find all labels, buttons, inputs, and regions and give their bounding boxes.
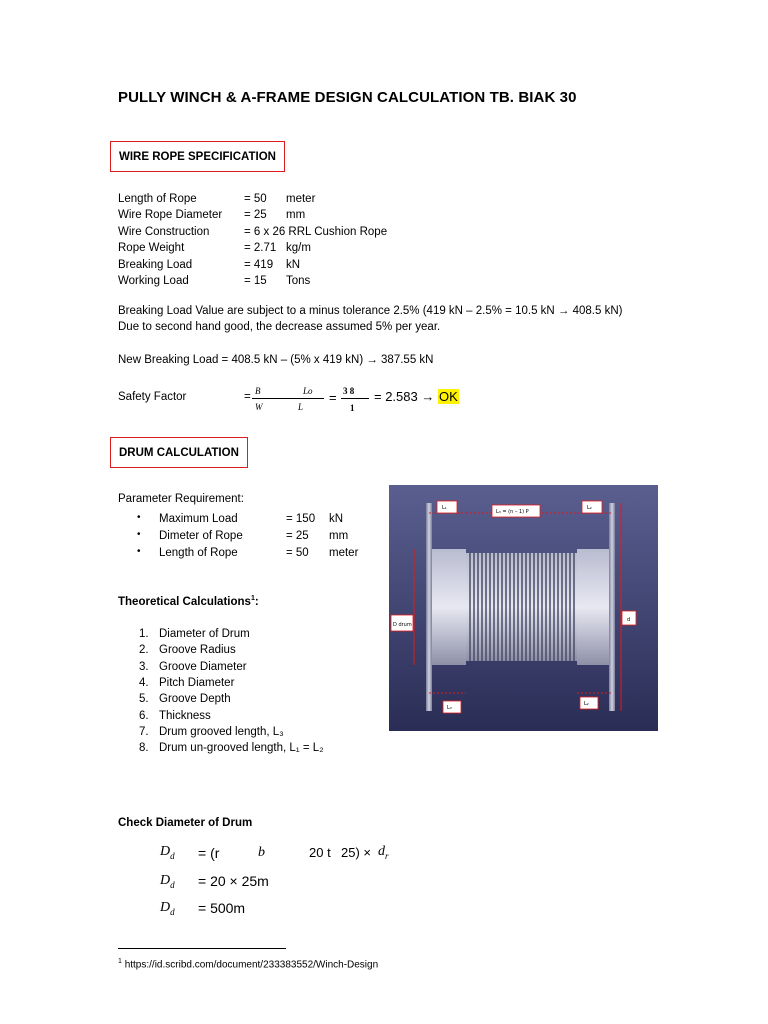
calc-number: 1.: [139, 628, 149, 640]
spec-unit: Tons: [286, 275, 311, 287]
fraction-numerator: 3 8: [343, 386, 355, 396]
fraction-denominator: W: [255, 402, 263, 412]
safety-eq: =: [244, 391, 251, 403]
eq3-rhs: = 500m: [198, 900, 246, 916]
theoretical-title-colon: :: [254, 595, 259, 608]
section-heading-wire-rope: [110, 141, 285, 172]
ok-highlight: OK: [438, 389, 458, 404]
footnote-mark: 1: [118, 958, 122, 965]
calc-item: Groove Diameter: [159, 660, 247, 673]
param-unit: mm: [329, 530, 349, 542]
calc-item: Thickness: [159, 709, 211, 722]
calc-number: 8.: [139, 742, 149, 755]
drum-end-right: [577, 549, 609, 665]
param-label: Dimeter of Rope: [159, 530, 243, 542]
theoretical-title: [118, 595, 259, 608]
eq2-rhs: = 20 × 25m: [198, 873, 269, 889]
spec-unit: mm: [286, 209, 306, 222]
new-breaking-load: New Breaking Load = 408.5 kN – (5% x 419 kN) → 387.55 kN: [118, 354, 434, 366]
eq2-sub: d: [170, 879, 175, 890]
safety-factor-label: Safety Factor: [118, 391, 187, 403]
spec-value: = 15: [244, 275, 267, 287]
section-heading-text: WIRE ROPE SPECIFICATION: [119, 150, 276, 163]
calc-item: Groove Radius: [159, 644, 236, 657]
left-flange: [426, 503, 432, 711]
eq1-d: 25) ×: [341, 845, 371, 860]
fraction-bar: [252, 398, 324, 399]
spec-label: Breaking Load: [118, 258, 193, 271]
param-unit: meter: [329, 547, 359, 559]
eq1-e-sub: r: [385, 850, 389, 861]
param-value: = 50: [286, 547, 309, 559]
calc-number: 5.: [139, 693, 149, 706]
page-title: PULLY WINCH & A-FRAME DESIGN CALCULATION TB. BIAK 30: [118, 89, 577, 106]
footnote: [118, 958, 378, 970]
calc-number: 7.: [139, 725, 149, 738]
eq3-var: D: [160, 900, 171, 915]
fraction-bar: [341, 398, 369, 399]
label-bottom-l3: L₃: [447, 705, 452, 711]
eq1-var: D: [160, 844, 171, 859]
eq1-c: 20 t: [309, 845, 331, 860]
eq3-lhs: [160, 900, 175, 917]
spec-unit: kg/m: [286, 242, 311, 255]
spec-label: Wire Rope Diameter: [118, 209, 223, 222]
safety-eq2: =: [329, 390, 337, 405]
calc-number: 4.: [139, 676, 149, 689]
eq1-b: b: [258, 845, 265, 860]
calc-item: Groove Depth: [159, 693, 231, 706]
calc-number: 6.: [139, 709, 149, 722]
calc-item: Pitch Diameter: [159, 676, 235, 689]
eq1-e-var: d: [378, 844, 385, 859]
spec-value: = 6 x 26 RRL Cushion Rope: [244, 225, 388, 238]
spec-label: Rope Weight: [118, 242, 185, 255]
fraction-numerator: Lo: [303, 386, 313, 396]
eq1-lhs: [160, 844, 175, 861]
spec-value: = 25: [244, 209, 267, 222]
bullet-icon: •: [137, 546, 141, 557]
param-value: = 25: [286, 530, 309, 542]
eq2-lhs: [160, 873, 175, 890]
calc-item: Drum grooved length, L₃: [159, 725, 284, 738]
spec-label: Wire Construction: [118, 225, 210, 238]
safety-result: [374, 389, 459, 404]
fraction-denominator: 1: [350, 403, 355, 413]
footnote-ref: 1: [250, 595, 255, 602]
param-unit: kN: [329, 513, 344, 525]
spec-unit: meter: [286, 193, 316, 205]
param-value: = 150: [286, 513, 316, 525]
label-l2: L₂: [587, 505, 592, 511]
eq1-e: [378, 844, 389, 861]
parameter-title: Parameter Requirement:: [118, 493, 244, 505]
check-title: Check Diameter of Drum: [118, 817, 253, 829]
safety-result-value: = 2.583 →: [374, 389, 435, 404]
calc-item: Drum un-grooved length, L₁ = L₂: [159, 742, 324, 755]
tolerance-note: Breaking Load Value are subject to a minus tolerance 2.5% (419 kN – 2.5% = 10.5 kN → 408.5 kN): [118, 305, 623, 317]
bullet-icon: •: [137, 529, 141, 540]
calc-item: Diameter of Drum: [159, 628, 250, 640]
grooves: [470, 553, 574, 661]
label-drum: D drum: [393, 622, 412, 628]
spec-label: Length of Rope: [118, 193, 197, 205]
calc-number: 2.: [139, 644, 149, 657]
decrease-note: Due to second hand good, the decrease assumed 5% per year.: [118, 321, 441, 333]
label-bottom-l2: L₂: [584, 701, 589, 707]
bullet-icon: •: [137, 512, 141, 523]
theoretical-title-text: Theoretical Calculations: [118, 595, 251, 608]
spec-label: Working Load: [118, 275, 189, 287]
spec-value: = 419: [244, 258, 274, 271]
footnote-divider: [118, 948, 286, 949]
section-heading-drum: [110, 437, 248, 468]
calc-number: 3.: [139, 660, 149, 673]
footnote-link[interactable]: https://id.scribd.com/document/233383552/Winch-Design: [124, 959, 379, 971]
label-l3: L₃ = (n – 1) P: [496, 509, 529, 515]
eq1-a: = (r: [198, 845, 220, 861]
label-l1: L₁: [442, 505, 447, 511]
drum-end-left: [432, 549, 466, 665]
param-label: Maximum Load: [159, 513, 238, 525]
drum-diagram: [389, 485, 658, 731]
spec-value: = 2.71: [244, 242, 277, 255]
eq1-sub: d: [170, 850, 175, 861]
right-flange: [609, 503, 615, 711]
fraction-numerator: B: [255, 386, 261, 396]
eq2-var: D: [160, 873, 171, 888]
spec-value: = 50: [244, 193, 267, 205]
eq3-sub: d: [170, 906, 175, 917]
param-label: Length of Rope: [159, 547, 238, 559]
spec-unit: kN: [286, 258, 301, 271]
section-heading-text: DRUM CALCULATION: [119, 446, 239, 459]
label-d: d: [627, 617, 631, 623]
fraction-denominator: L: [298, 402, 304, 412]
